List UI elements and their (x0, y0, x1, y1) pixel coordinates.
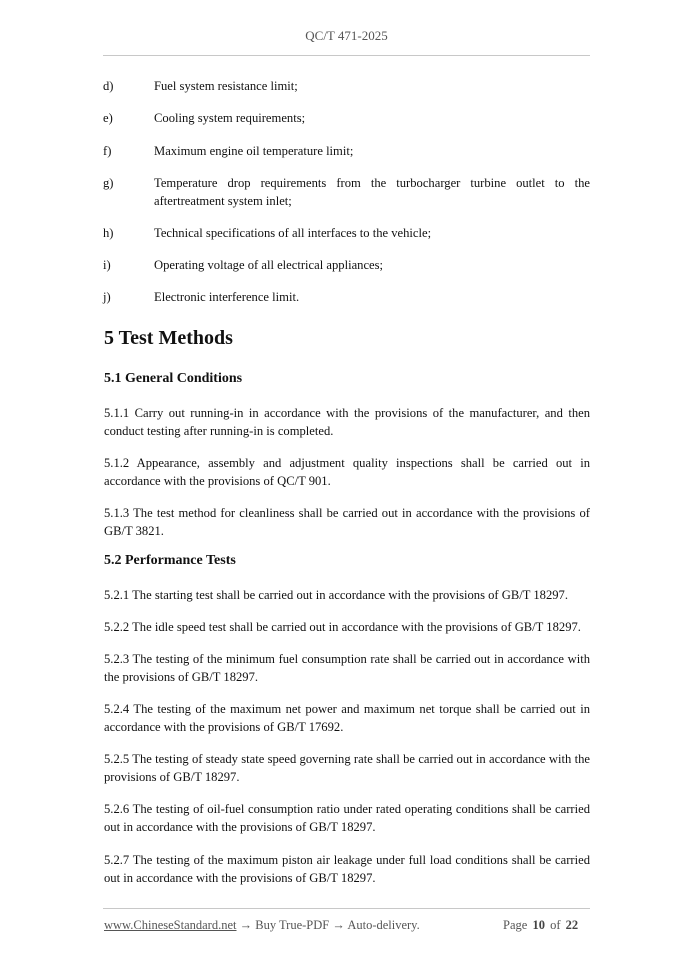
page-of: of (550, 918, 561, 932)
header-divider (103, 55, 590, 56)
list-item (103, 109, 590, 127)
running-header: QC/T 471-2025 (305, 28, 388, 43)
delivery-text: Auto-delivery. (347, 918, 420, 932)
list-text: Maximum engine oil temperature limit; (154, 144, 354, 158)
subsection-heading: 5.1 General Conditions (104, 371, 243, 386)
list-text: Temperature drop requirements from the turbocharger turbine outlet to the aftertreatment system inlet; (154, 176, 590, 208)
list-text: Fuel system resistance limit; (154, 79, 298, 93)
page-indicator (503, 918, 578, 933)
list-marker: i) (103, 258, 111, 272)
list-marker: g) (103, 176, 114, 190)
arrow-right-icon: → (332, 918, 345, 932)
list-marker: f) (103, 144, 112, 158)
list-text: Electronic interference limit. (154, 290, 300, 304)
list-item (103, 174, 590, 210)
buy-text: Buy True-PDF (255, 918, 330, 932)
paragraph: 5.2.5 The testing of steady state speed governing rate shall be carried out in accordance with the provisions of GB/T 18297. (104, 752, 590, 784)
footer-divider (103, 908, 590, 909)
section-heading: 5 Test Methods (104, 327, 233, 349)
list-marker: e) (103, 111, 113, 125)
arrow-right-icon: → (239, 918, 253, 932)
paragraph: 5.2.3 The testing of the minimum fuel consumption rate shall be carried out in accordance with the provisions of GB/T 18297. (104, 652, 590, 684)
paragraph: 5.2.2 The idle speed test shall be carried out in accordance with the provisions of GB/T 18297. (104, 620, 581, 634)
paragraph: 5.2.1 The starting test shall be carried out in accordance with the provisions of GB/T 18297. (104, 588, 569, 602)
list-item (103, 77, 590, 95)
footer-promo (104, 918, 420, 933)
list-text: Cooling system requirements; (154, 111, 306, 125)
list-text: Operating voltage of all electrical appliances; (154, 258, 384, 272)
list-item (103, 142, 590, 160)
paragraph: 5.2.4 The testing of the maximum net power and maximum net torque shall be carried out in accordance with the provisions of GB/T 17692. (104, 702, 590, 734)
subsection-heading: 5.2 Performance Tests (104, 553, 236, 568)
list-item (103, 224, 590, 242)
paragraph: 5.2.6 The testing of oil-fuel consumption ratio under rated operating conditions shall be carried out in accordance with the provisions of GB/T 18297. (104, 802, 590, 834)
paragraph: 5.2.7 The testing of the maximum piston air leakage under full load conditions shall be carried out in accordance with the provisions of GB/T 18297. (104, 853, 590, 885)
list-item (103, 256, 590, 274)
page-total: 22 (565, 918, 579, 932)
list-marker: d) (103, 79, 114, 93)
list-text: Technical specifications of all interfaces to the vehicle; (154, 226, 432, 240)
website-link[interactable]: www.ChineseStandard.net (104, 918, 237, 932)
paragraph: 5.1.1 Carry out running-in in accordance with the provisions of the manufacturer, and then conduct testing after running-in is completed. (104, 406, 590, 438)
page-current: 10 (532, 918, 545, 932)
list-marker: j) (103, 290, 111, 304)
paragraph: 5.1.3 The test method for cleanliness shall be carried out in accordance with the provisions of GB/T 3821. (104, 506, 590, 538)
paragraph: 5.1.2 Appearance, assembly and adjustment quality inspections shall be carried out in accordance with the provisions of QC/T 901. (104, 456, 590, 488)
list-marker: h) (103, 226, 114, 240)
page-label: Page (503, 918, 528, 932)
list-item (103, 288, 590, 306)
